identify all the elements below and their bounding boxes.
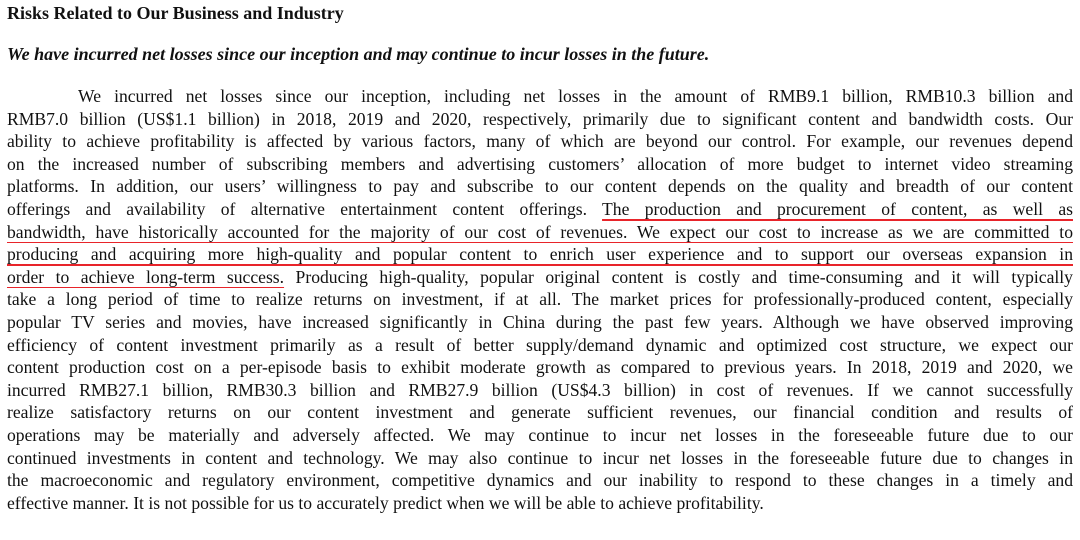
paragraph-line	[7, 153, 1073, 176]
paragraph-line	[7, 379, 1073, 402]
paragraph-text: incurred RMB27.1 billion, RMB30.3 billion and RMB27.9 billion (US$4.3 billion) in cost of revenues. If we cannot successfully	[7, 379, 1073, 400]
paragraph-line	[7, 356, 1073, 379]
paragraph-line	[7, 469, 1073, 492]
paragraph-line	[7, 492, 1073, 515]
paragraph-line	[7, 85, 1073, 108]
paragraph-line	[7, 424, 1073, 447]
paragraph-text: platforms. In addition, our users’ willingness to pay and subscribe to our content depends on the quality and breadth of our content	[7, 176, 1073, 197]
paragraph-text: content production cost on a per-episode basis to exhibit moderate growth as compared to previous years. In 2018, 2019 and 2020, we	[7, 357, 1073, 378]
paragraph-text: realize satisfactory returns on our content investment and generate sufficient revenues, our financial condition and results of	[7, 402, 1073, 423]
risk-factor-subtitle: We have incurred net losses since our inception and may continue to incur losses in the future.	[7, 44, 710, 64]
paragraph-line	[7, 334, 1073, 357]
paragraph-line	[7, 221, 1073, 244]
paragraph-text: take a long period of time to realize returns on investment, if at all. The market prices for professionally-produced content, especially	[7, 289, 1073, 310]
paragraph-line	[7, 447, 1073, 470]
paragraph-text: the macroeconomic and regulatory environment, competitive dynamics and our inability to respond to these changes in a timely and	[7, 470, 1073, 491]
paragraph-text: efficiency of content investment primarily as a result of better supply/demand dynamic and optimized cost structure, we expect our	[7, 334, 1073, 355]
paragraph-text: We incurred net losses since our inception, including net losses in the amount of RMB9.1 billion, RMB10.3 billion and	[78, 86, 1073, 106]
paragraph-text: on the increased number of subscribing members and advertising customers’ allocation of more budget to internet video streaming	[7, 153, 1073, 174]
paragraph-text: operations may be materially and adversely affected. We may continue to incur net losses in the foreseeable future due to our	[7, 424, 1073, 445]
paragraph-line	[7, 108, 1073, 131]
paragraph-text: popular TV series and movies, have increased significantly in China during the past few years. Although we have observed improving	[7, 311, 1073, 332]
paragraph-text: RMB7.0 billion (US$1.1 billion) in 2018, 2019 and 2020, respectively, primarily due to significant content and bandwidth costs. Our	[7, 108, 1073, 129]
paragraph-text: ability to achieve profitability is affected by various factors, many of which are beyond our control. For example, our revenues depend	[7, 131, 1073, 152]
paragraph-line	[7, 266, 1073, 289]
paragraph-text: Producing high-quality, popular original content is costly and time-consuming and it will typically	[284, 266, 1073, 287]
paragraph-text: continued investments in content and technology. We may also continue to incur net losses in the foreseeable future due to changes in	[7, 447, 1073, 468]
paragraph-line	[7, 288, 1073, 311]
section-title: Risks Related to Our Business and Industry	[7, 3, 344, 23]
highlighted-text: bandwidth, have historically accounted for the majority of our cost of revenues. We expect our cost to increase as we are committed to	[7, 221, 1073, 242]
paragraph-line	[7, 130, 1073, 153]
paragraph-text: offerings and availability of alternative entertainment content offerings.	[7, 198, 603, 219]
risk-factor-paragraph	[7, 85, 1073, 514]
paragraph-line	[7, 311, 1073, 334]
paragraph-text: effective manner. It is not possible for us to accurately predict when we will be able to achieve profitability.	[7, 492, 764, 513]
highlighted-text: order to achieve long-term success.	[7, 266, 285, 287]
highlighted-text: producing and acquiring more high-quality and popular content to enrich user experience and to support our overseas expansion in	[7, 244, 1073, 265]
paragraph-line	[7, 198, 1073, 221]
paragraph-line	[7, 243, 1073, 266]
paragraph-line	[7, 175, 1073, 198]
highlighted-text: The production and procurement of content, as well as	[602, 198, 1073, 219]
paragraph-line	[7, 401, 1073, 424]
